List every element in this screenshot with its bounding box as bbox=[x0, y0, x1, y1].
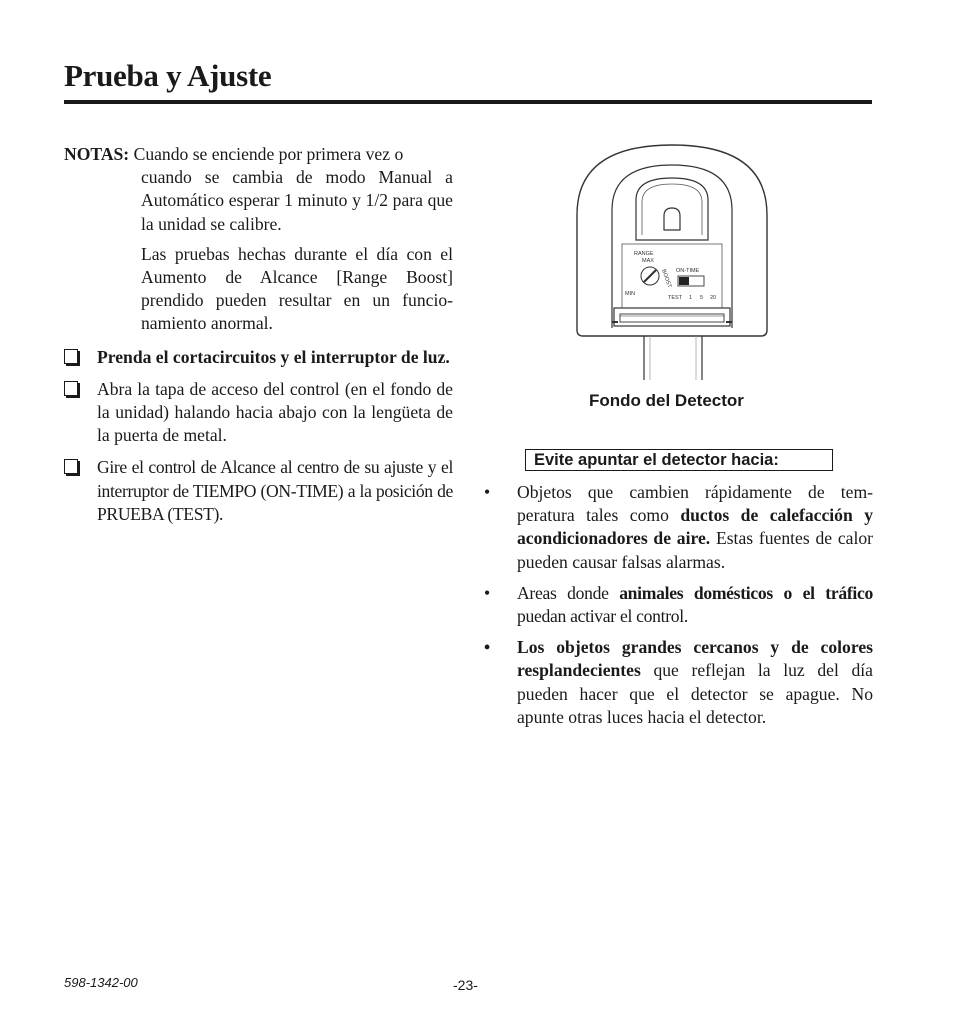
avoid-item bbox=[484, 582, 873, 628]
notes-first-continued: cuando se cambia de modo Manual a Automático esperar 1 minuto y 1/2 para que la unidad se calibre. bbox=[141, 167, 453, 234]
label-max: MAX bbox=[642, 258, 654, 264]
detector-bottom-illustration bbox=[570, 140, 775, 385]
notes-second: Las pruebas hechas durante el día con el Aumento de Alcance [Range Boost] prendido pueden resultar en un funcio- namiento anormal. bbox=[141, 243, 453, 334]
page-number: -23- bbox=[453, 977, 478, 993]
figure-caption: Fondo del Detector bbox=[589, 391, 744, 410]
access-cover-tab bbox=[620, 314, 724, 322]
keyhole-icon bbox=[664, 208, 680, 230]
avoid-item-pre: Objetos que cambien rápidamente de tem- peratura tales como bbox=[517, 482, 873, 526]
checkbox-icon bbox=[64, 459, 78, 474]
avoid-item-bold: Los objetos grandes cercanos y de colores resplandecientes bbox=[517, 637, 873, 681]
title-rule bbox=[64, 100, 872, 104]
avoid-item-bold: ductos de calefacción y acondicionadores de aire. bbox=[517, 505, 874, 549]
notes-first-text: Cuando se enciende por primera vez o bbox=[133, 144, 404, 164]
mount-stem-shade bbox=[650, 336, 696, 380]
right-column bbox=[484, 481, 873, 737]
label-20: 20 bbox=[710, 295, 717, 301]
label-range: RANGE bbox=[634, 251, 654, 257]
checklist-item-text: Prenda el cortacircuitos y el interruptor de luz. bbox=[97, 346, 450, 367]
switch-slider bbox=[679, 277, 689, 285]
bullet-icon: • bbox=[484, 482, 491, 502]
page-title: Prueba y Ajuste bbox=[64, 58, 272, 93]
label-test: TEST bbox=[668, 295, 683, 301]
avoid-item-bold: animales domésticos o el tráfico bbox=[619, 582, 873, 603]
label-min: MIN bbox=[625, 291, 636, 297]
avoid-item-post: puedan activar el control. bbox=[517, 606, 688, 627]
avoid-heading: Evite apuntar el detector hacia: bbox=[534, 451, 779, 469]
checkbox-icon bbox=[64, 381, 78, 396]
document-number: 598-1342-00 bbox=[64, 975, 138, 990]
notes-label: NOTAS: bbox=[64, 144, 130, 164]
checklist-item bbox=[64, 346, 453, 369]
avoid-item-post: Estas fuentes de calor pueden causar falsas alarmas. bbox=[517, 528, 873, 572]
avoid-item-post: que reflejan la luz del día pueden hacer que el detector se apague. No apunte otras luces hacia el detector. bbox=[517, 660, 873, 727]
label-1: 1 bbox=[689, 295, 693, 301]
label-5: 5 bbox=[700, 295, 704, 301]
checklist-item bbox=[64, 456, 453, 526]
checklist-item-text: Abra la tapa de acceso del control (en el fondo de la unidad) halando hacia abajo con la lengüeta de la puerta de metal. bbox=[97, 378, 453, 446]
checkbox-icon bbox=[64, 349, 78, 364]
checklist-item-text: Gire el control de Alcance al centro de su ajuste y el interruptor de TIEMPO (ON-TIME) a la posición de PRUEBA (TEST). bbox=[97, 457, 453, 524]
notes-first-line bbox=[64, 143, 453, 166]
avoid-item-pre: Areas donde bbox=[517, 582, 620, 603]
checklist-item bbox=[64, 378, 453, 448]
label-on-time: ON-TIME bbox=[676, 268, 700, 274]
avoid-item bbox=[484, 636, 873, 729]
avoid-heading-box bbox=[525, 449, 833, 471]
label-boost: BOOST bbox=[660, 268, 673, 289]
avoid-item bbox=[484, 481, 873, 574]
mount-stem bbox=[644, 336, 702, 380]
bullet-icon: • bbox=[484, 582, 490, 603]
left-column bbox=[64, 143, 453, 526]
bullet-icon: • bbox=[484, 637, 491, 658]
